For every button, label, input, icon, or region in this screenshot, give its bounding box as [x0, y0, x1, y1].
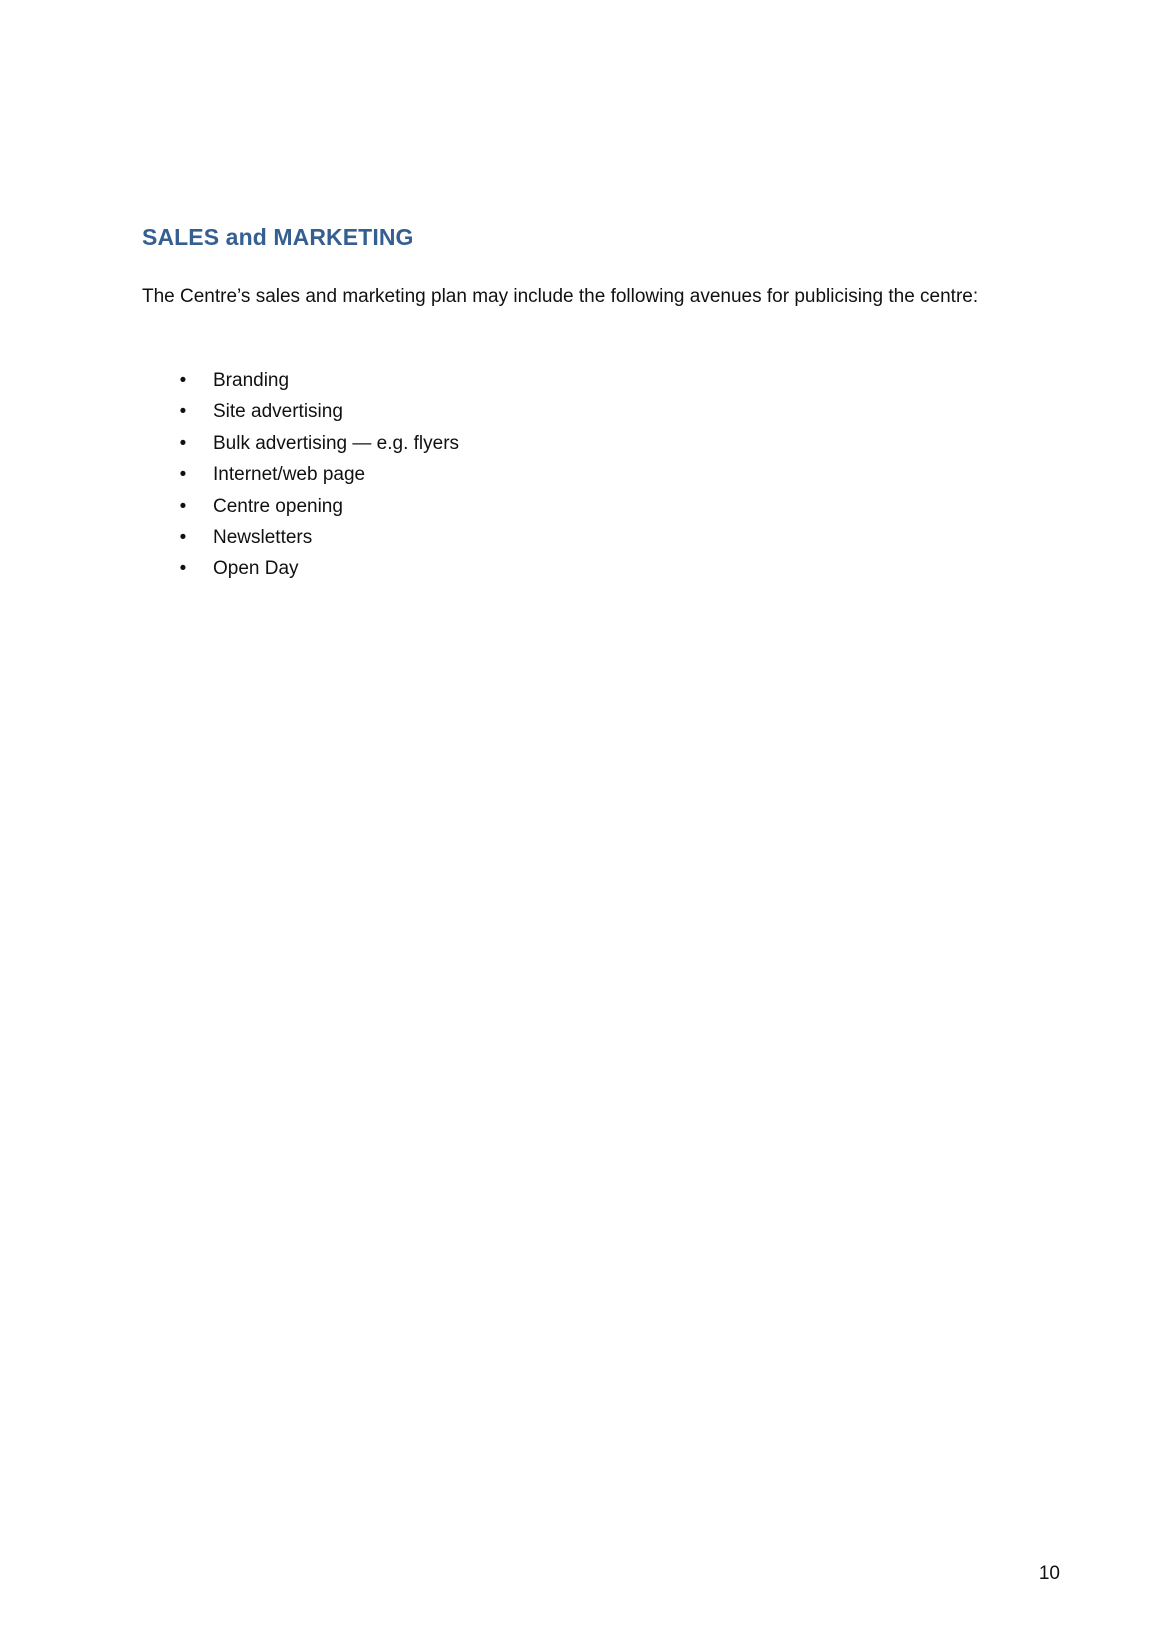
list-item-text: Branding — [213, 370, 290, 391]
bullet-icon: • — [179, 370, 187, 391]
avenues-list — [142, 365, 459, 585]
list-item-text: Site advertising — [213, 401, 343, 423]
list-item — [142, 553, 459, 584]
bullet-icon: • — [179, 432, 187, 454]
bullet-icon: • — [179, 401, 187, 423]
bullet-icon: • — [179, 526, 187, 548]
list-item-text: Bulk advertising — e.g. flyers — [213, 432, 460, 454]
bullet-icon: • — [179, 495, 187, 517]
list-item-text: Centre opening — [213, 495, 343, 517]
bullet-icon: • — [179, 558, 187, 580]
list-item-text: Open Day — [213, 558, 299, 580]
list-item-text: Internet/web page — [213, 464, 366, 486]
list-item-text: Newsletters — [213, 526, 313, 548]
bullet-icon: • — [179, 464, 187, 486]
intro-paragraph: The Centre’s sales and marketing plan may include the following avenues for publicising the centre: — [142, 286, 979, 307]
page-number: 10 — [1038, 1563, 1060, 1584]
list-item — [142, 522, 459, 553]
list-item — [142, 491, 459, 522]
list-item — [142, 459, 459, 490]
list-item — [142, 365, 459, 396]
list-item — [142, 428, 459, 459]
section-heading: SALES and MARKETING — [142, 224, 414, 250]
list-item — [142, 396, 459, 427]
